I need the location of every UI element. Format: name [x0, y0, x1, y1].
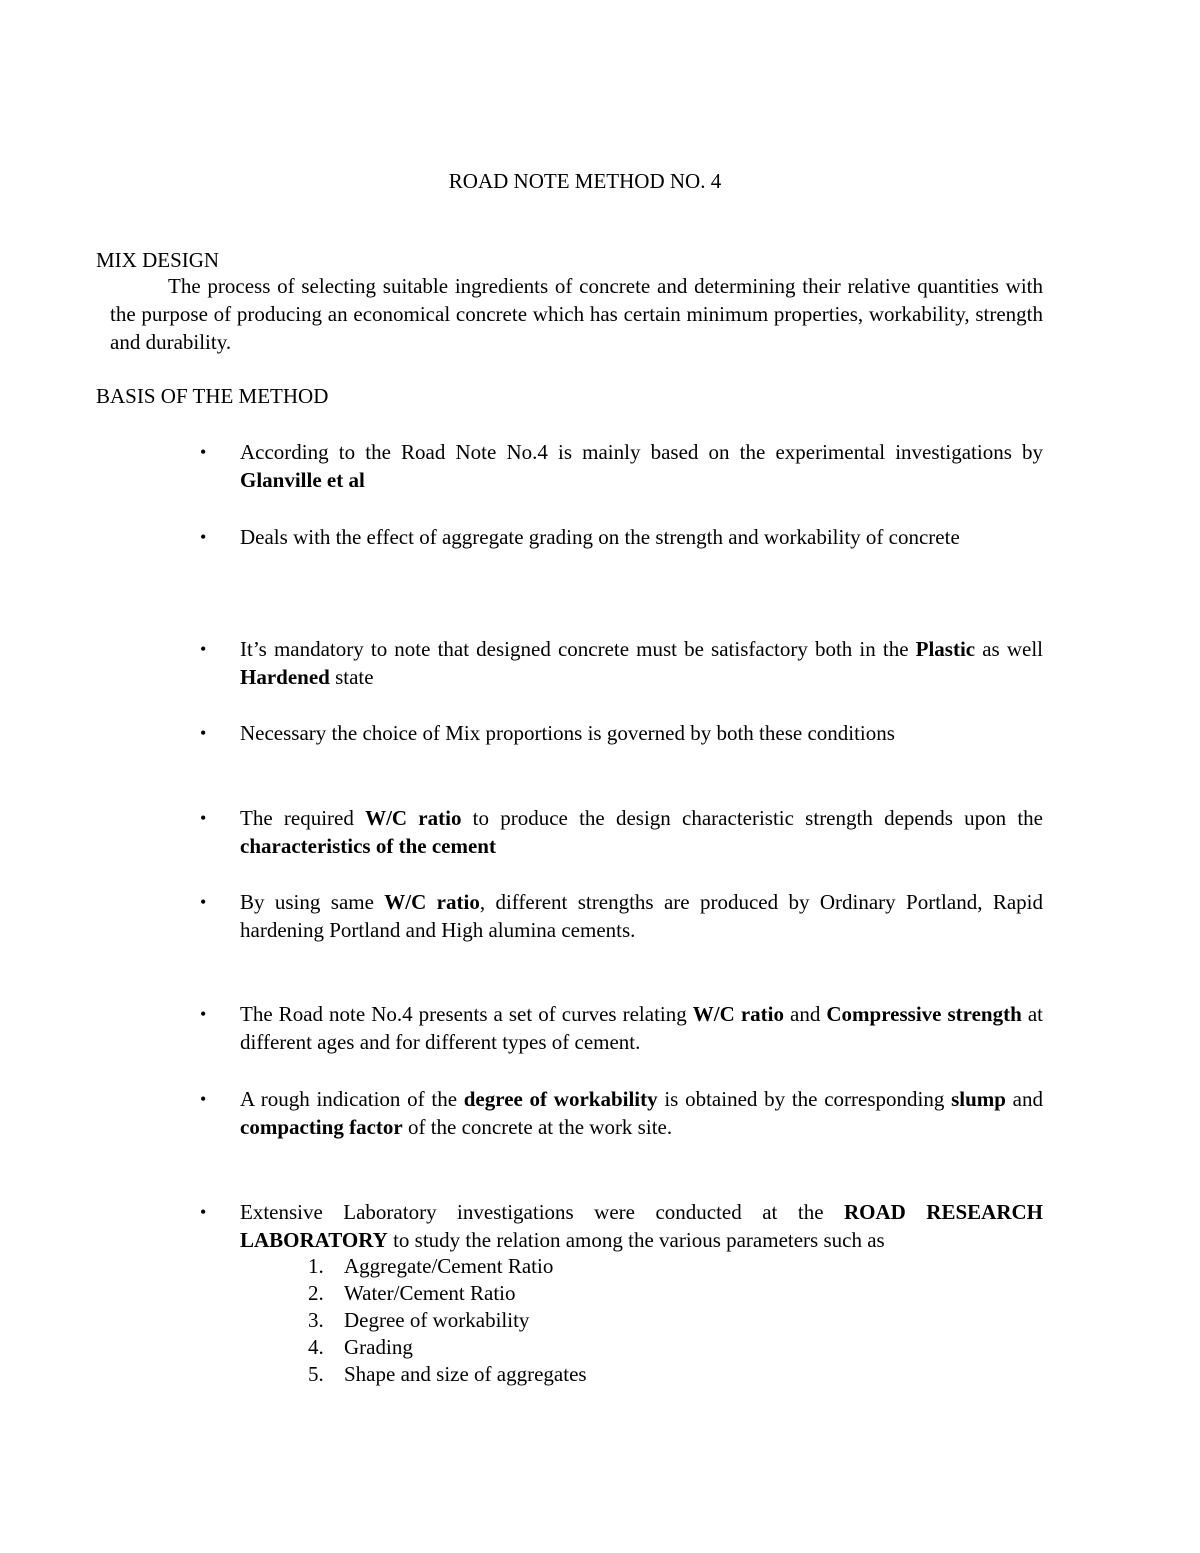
bold-text-run: W/C ratio [384, 890, 480, 914]
bullet-icon: • [200, 1004, 207, 1024]
parameters-numbered-list [302, 1252, 587, 1387]
section-heading-basis: BASIS OF THE METHOD [96, 384, 329, 408]
bold-text-run: Glanville et al [240, 468, 365, 492]
bullet-text [240, 635, 1043, 691]
bullet-icon: • [200, 808, 207, 828]
bullet-text [240, 523, 1043, 551]
bullet-icon: • [200, 442, 207, 462]
text-run: Deals with the effect of aggregate grading on the strength and workability of concrete [240, 525, 960, 549]
bullet-item [200, 804, 1043, 860]
list-number: 2. [308, 1281, 324, 1305]
list-number: 1. [308, 1254, 324, 1278]
text-run: state [329, 665, 374, 689]
bullet-text [240, 1000, 1043, 1056]
bold-text-run: ROAD RESEARCH LABORATORY [240, 1200, 1043, 1252]
text-run: Extensive Laboratory investigations were conducted at the [240, 1200, 844, 1224]
list-item-text: Water/Cement Ratio [344, 1281, 516, 1305]
list-number: 5. [308, 1362, 324, 1386]
bullet-icon: • [200, 723, 207, 743]
bullet-item [200, 888, 1043, 944]
bullet-item [200, 1198, 1043, 1254]
document-title: ROAD NOTE METHOD NO. 4 [448, 169, 722, 193]
text-run: and [1005, 1087, 1043, 1111]
section-heading-mix-design: MIX DESIGN [96, 248, 220, 272]
text-run: at different ages and for different types of cement. [240, 1002, 1043, 1054]
bold-text-run: W/C ratio [365, 806, 462, 830]
bullet-text [240, 888, 1043, 944]
bullet-icon: • [200, 639, 207, 659]
bold-text-run: degree of workability [463, 1087, 658, 1111]
text-run: to study the relation among the various parameters such as [387, 1228, 885, 1252]
list-item-text: Shape and size of aggregates [344, 1362, 587, 1386]
bullet-text [240, 438, 1043, 494]
list-number: 3. [308, 1308, 324, 1332]
text-run: and [783, 1002, 827, 1026]
bold-text-run: characteristics of the cement [240, 834, 496, 858]
mix-design-paragraph: The process of selecting suitable ingredients of concrete and determining their relative quantities with the purpose of producing an economical concrete which has certain minimum properties, workability, strength and durability. [110, 274, 1043, 354]
bold-text-run: compacting factor [240, 1115, 403, 1139]
list-item-text: Grading [344, 1335, 413, 1359]
text-run: The required [240, 806, 366, 830]
text-run: By using same [240, 890, 385, 914]
bullet-icon: • [200, 892, 207, 912]
bullet-icon: • [200, 1089, 207, 1109]
text-run: of the concrete at the work site. [402, 1115, 673, 1139]
bold-text-run: Compressive strength [826, 1002, 1022, 1026]
bullet-item [200, 1000, 1043, 1056]
text-run: is obtained by the corresponding [657, 1087, 952, 1111]
numbered-list-item [302, 1360, 587, 1387]
bullet-text [240, 1198, 1043, 1254]
bullet-item [200, 523, 1043, 551]
list-item-text: Degree of workability [344, 1308, 530, 1332]
text-run: Necessary the choice of Mix proportions is governed by both these conditions [240, 721, 895, 745]
text-run: It’s mandatory to note that designed concrete must be satisfactory both in the [240, 637, 916, 661]
bullet-item [200, 719, 1043, 747]
bullet-text [240, 719, 1043, 747]
text-run: The Road note No.4 presents a set of curves relating [240, 1002, 693, 1026]
text-run: as well [975, 637, 1043, 661]
bullet-item [200, 438, 1043, 494]
list-number: 4. [308, 1335, 324, 1359]
numbered-list-item [302, 1306, 587, 1333]
bold-text-run: Plastic [915, 637, 976, 661]
bold-text-run: Hardened [240, 665, 330, 689]
numbered-list-item [302, 1252, 587, 1279]
bullet-icon: • [200, 527, 207, 547]
bullet-icon: • [200, 1202, 207, 1222]
list-item-text: Aggregate/Cement Ratio [344, 1254, 554, 1278]
bullet-item [200, 635, 1043, 691]
numbered-list-item [302, 1333, 587, 1360]
bold-text-run: slump [951, 1087, 1006, 1111]
text-run: According to the Road Note No.4 is mainly based on the experimental investigations by [240, 440, 1043, 464]
text-run: , different strengths are produced by Ordinary Portland, Rapid hardening Portland and High alumina cements. [240, 890, 1043, 942]
bold-text-run: W/C ratio [692, 1002, 784, 1026]
text-run: to produce the design characteristic strength depends upon the [461, 806, 1043, 830]
bullet-text [240, 804, 1043, 860]
numbered-list-item [302, 1279, 587, 1306]
text-run: A rough indication of the [240, 1087, 464, 1111]
bullet-item [200, 1085, 1043, 1141]
bullet-text [240, 1085, 1043, 1141]
